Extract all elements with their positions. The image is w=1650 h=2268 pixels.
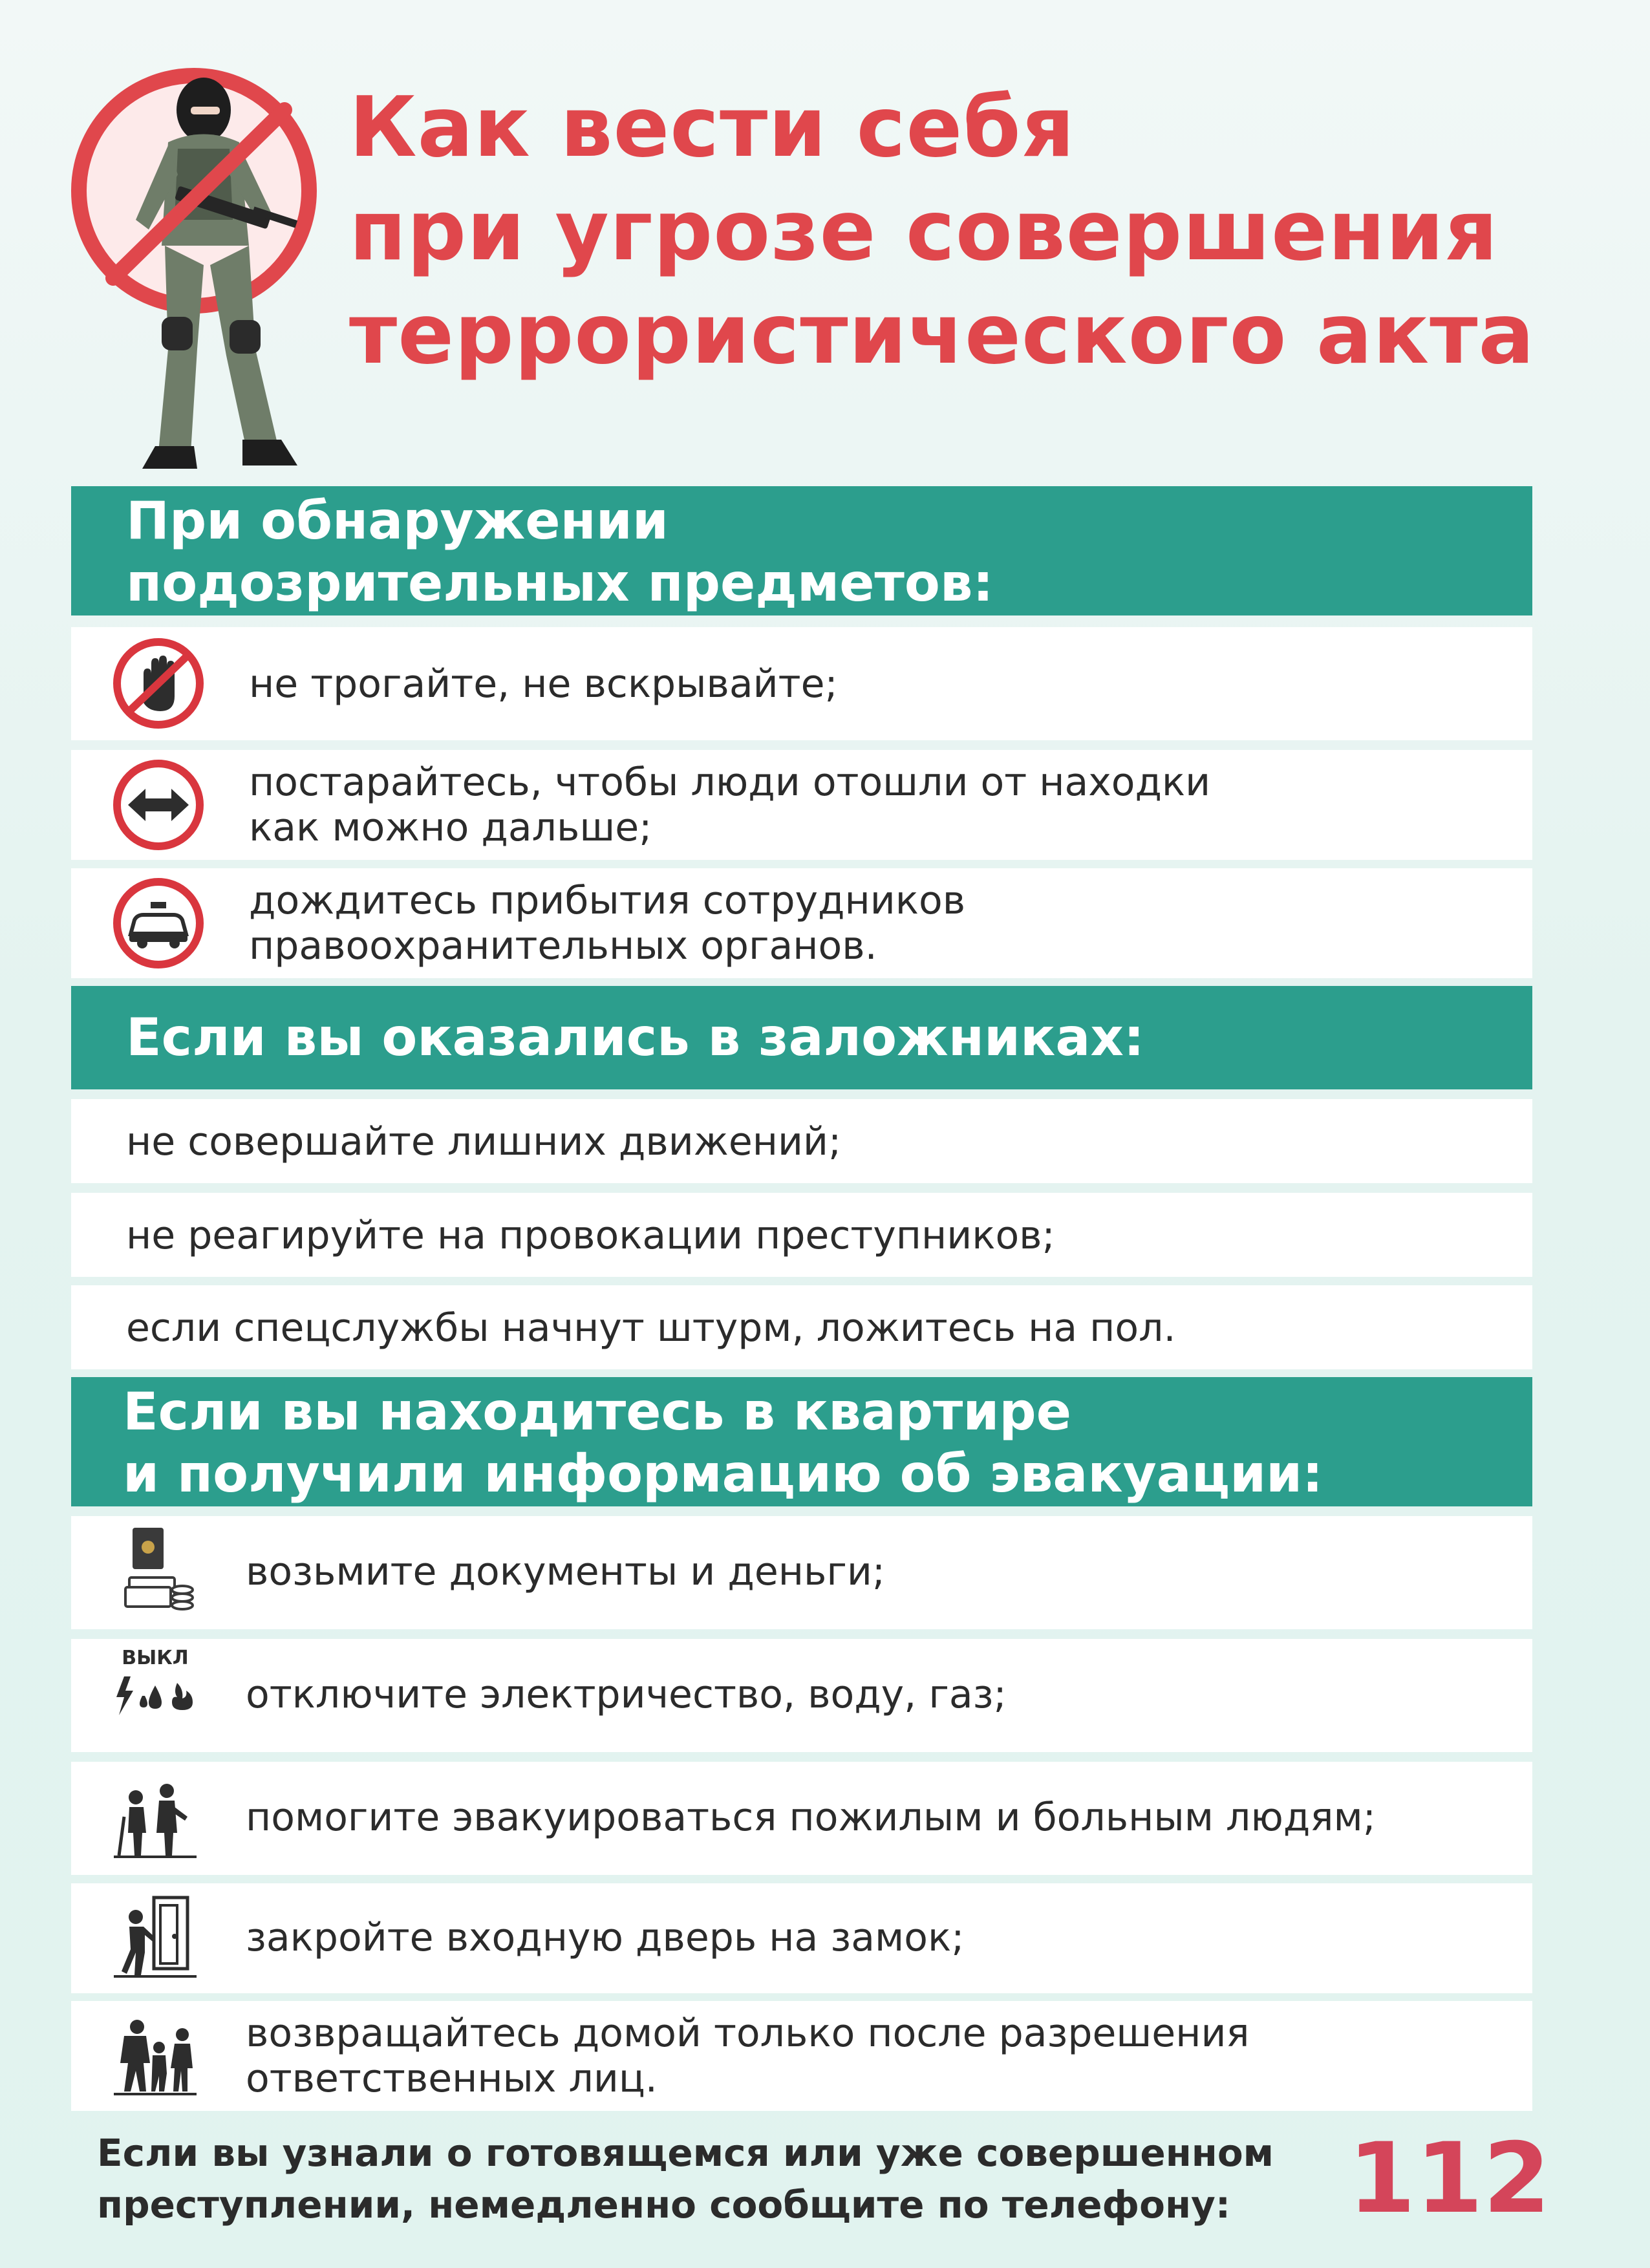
- item-text-line-1: постарайтесь, чтобы люди отошли от находки: [249, 760, 1211, 805]
- item-text-line-2: ответственных лиц.: [246, 2056, 658, 2101]
- list-item: [71, 627, 1532, 740]
- list-item: [71, 1883, 1532, 1993]
- off-label: ВЫКЛ: [122, 1647, 189, 1669]
- section-header-line-1: При обнаружении: [126, 491, 669, 551]
- return-home-icon: [110, 2009, 200, 2106]
- item-text: не совершайте лишних движений;: [126, 1119, 842, 1164]
- page-title: [349, 76, 1616, 387]
- list-item: [71, 1516, 1532, 1629]
- list-item: [71, 1285, 1532, 1369]
- footer-line-1: Если вы узнали о готовящемся или уже совершенном: [97, 2131, 1274, 2175]
- stop-hand-icon: [110, 635, 207, 732]
- item-text-line-1: дождитесь прибытия сотрудников: [249, 878, 966, 923]
- section-header-evacuation: [71, 1377, 1532, 1506]
- list-item: [71, 1193, 1532, 1277]
- item-text-line-2: как можно дальше;: [249, 805, 652, 850]
- footer-notice: [97, 2127, 1358, 2231]
- footer-line-2: преступлении, немедленно сообщите по телефону:: [97, 2183, 1231, 2227]
- section-header-hostages: [71, 986, 1532, 1089]
- list-item: [71, 868, 1532, 978]
- item-text: отключите электричество, воду, газ;: [246, 1672, 1007, 1717]
- emergency-phone-number: 112: [1348, 2123, 1551, 2235]
- list-item: [71, 1762, 1532, 1875]
- section-header-line-1: Если вы находитесь в квартире: [123, 1382, 1071, 1442]
- item-text-line-2: правоохранительных органов.: [249, 923, 877, 968]
- list-item: [71, 1099, 1532, 1183]
- double-arrow-icon: [110, 756, 207, 853]
- section-header-suspicious-items: [71, 486, 1532, 615]
- lock-door-icon: [110, 1891, 200, 1988]
- help-elderly-icon: [110, 1771, 200, 1868]
- list-item: [71, 1639, 1532, 1752]
- section-header-line-2: и получили информацию об эвакуации:: [123, 1444, 1323, 1504]
- item-text: возьмите документы и деньги;: [246, 1549, 886, 1594]
- title-line-3: террористического акта: [349, 286, 1535, 383]
- section-header-line-2: подозрительных предметов:: [126, 553, 994, 613]
- title-line-2: при угрозе совершения: [349, 183, 1499, 279]
- list-item: [71, 2001, 1532, 2111]
- item-text-line-1: возвращайтесь домой только после разрешения: [246, 2011, 1250, 2056]
- item-text: помогите эвакуироваться пожилым и больным людям;: [246, 1795, 1376, 1840]
- list-item: [71, 750, 1532, 860]
- item-text: не трогайте, не вскрывайте;: [249, 661, 838, 707]
- title-line-1: Как вести себя: [349, 80, 1075, 176]
- utilities-off-icon: [110, 1670, 200, 1722]
- item-text: не реагируйте на провокации преступников;: [126, 1213, 1055, 1258]
- section-header-line-1: Если вы оказались в заложниках:: [126, 1007, 1144, 1067]
- prohibited-terrorist-icon: [65, 52, 323, 491]
- item-text: закройте входную дверь на замок;: [246, 1915, 965, 1960]
- documents-money-icon: [110, 1523, 200, 1620]
- police-car-icon: [110, 875, 207, 972]
- item-text: если спецслужбы начнут штурм, ложитесь на пол.: [126, 1305, 1176, 1351]
